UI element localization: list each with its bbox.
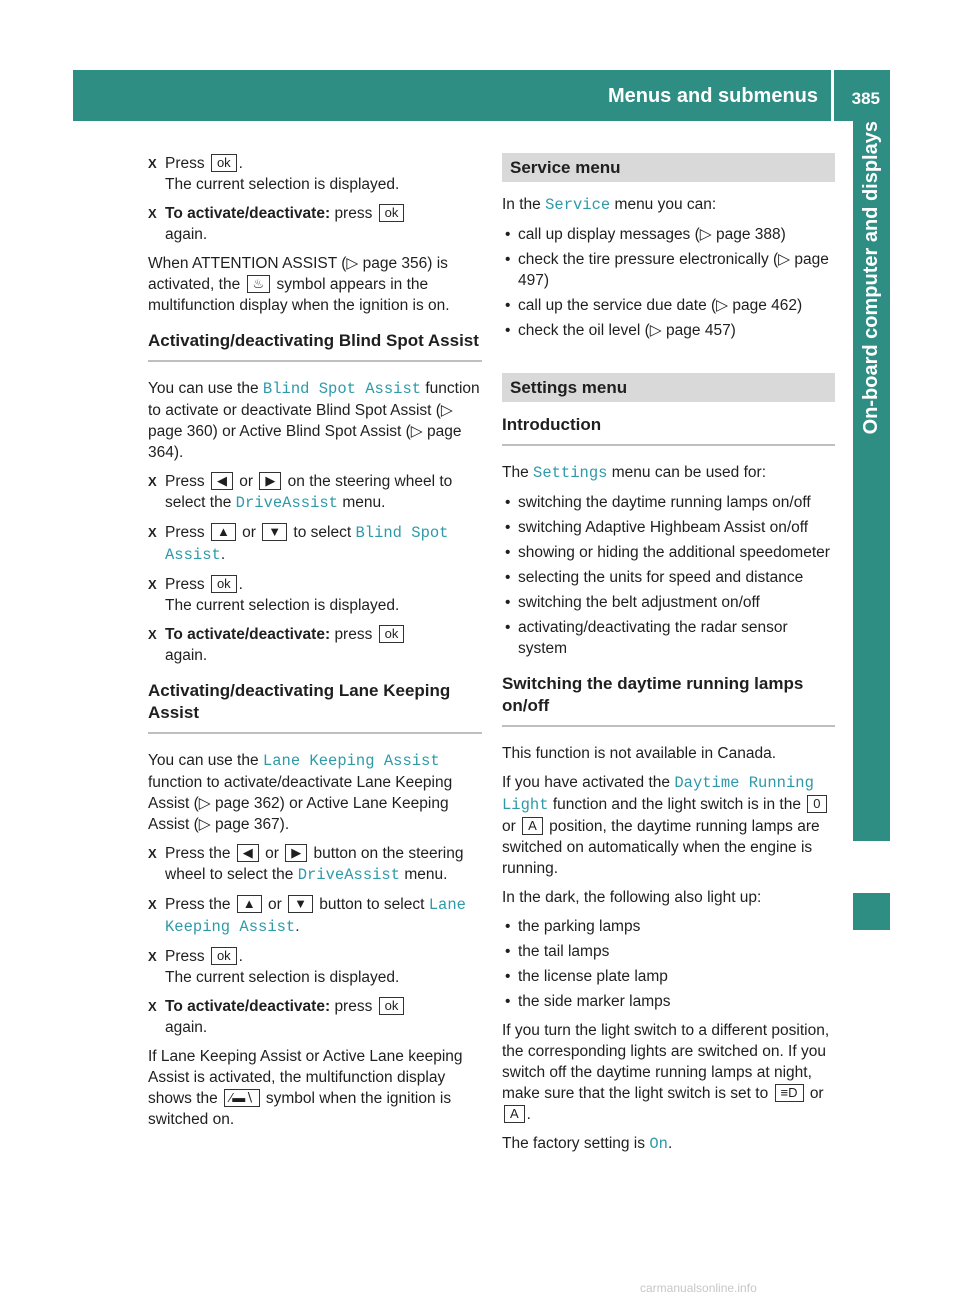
- list-item: • call up display messages (▷ page 388): [502, 224, 835, 245]
- step-activate: X To activate/deactivate: press ok again.: [148, 624, 482, 666]
- ok-button-icon: ok: [379, 997, 405, 1015]
- blind-spot-heading: Activating/deactivating Blind Spot Assist: [148, 330, 482, 362]
- step-press-ok: X Press ok . The current selection is displayed.: [148, 574, 482, 616]
- attention-assist-icon: ♨: [247, 275, 271, 293]
- chapter-tab-label: On-board computer and displays: [860, 121, 882, 435]
- ok-button-icon: ok: [379, 204, 405, 222]
- daytime-lamps-paragraph: If you have activated the Daytime Running Light function and the light switch is in the 0 or A position, the daytime running lamps are switched on automatically when the engine is running.: [502, 772, 835, 879]
- lane-keeping-symbol-paragraph: If Lane Keeping Assist or Active Lane keeping Assist is activated, the multifunction display shows the ⁄⁠▬⁠∖ symbol when the ignition is switched on.: [148, 1048, 463, 1128]
- introduction-heading: Introduction: [502, 414, 835, 446]
- lane-keeping-heading: Activating/deactivating Lane Keeping Assist: [148, 680, 482, 734]
- page-title: Menus and submenus: [607, 85, 818, 107]
- switch-zero-icon: 0: [807, 795, 826, 813]
- switch-auto-icon: A: [522, 817, 543, 835]
- list-item: • selecting the units for speed and distance: [502, 567, 835, 588]
- step-select-lane-keeping: X Press the ▲ or ▼ button to select Lane Keeping Assist.: [148, 894, 482, 938]
- daytime-lamps-heading: Switching the daytime running lamps on/off: [502, 673, 835, 727]
- ok-button-icon: ok: [379, 625, 405, 643]
- step-press-ok: X Press ok . The current selection is displayed.: [148, 153, 482, 195]
- left-arrow-icon: ◀: [237, 844, 259, 862]
- right-arrow-icon: ▶: [259, 472, 281, 490]
- service-list: [502, 224, 835, 341]
- step-select-blind-spot: X Press ▲ or ▼ to select Blind Spot Assist.: [148, 522, 482, 566]
- list-item: • the parking lamps: [502, 916, 835, 937]
- dark-lamps-list: [502, 916, 835, 1012]
- ok-button-icon: ok: [211, 947, 237, 965]
- up-arrow-icon: ▲: [211, 523, 236, 541]
- down-arrow-icon: ▼: [288, 895, 313, 913]
- chapter-marker: [853, 893, 890, 930]
- list-item: • call up the service due date (▷ page 462): [502, 295, 835, 316]
- list-item: • activating/deactivating the radar sensor system: [502, 617, 835, 659]
- switch-auto-icon: A: [504, 1105, 525, 1123]
- left-column: [148, 153, 482, 1138]
- settings-intro: The Settings menu can be used for:: [502, 464, 767, 482]
- down-arrow-icon: ▼: [262, 523, 287, 541]
- list-item: • the side marker lamps: [502, 991, 835, 1012]
- list-item: • the license plate lamp: [502, 966, 835, 987]
- right-column: [502, 153, 835, 1163]
- lane-keeping-intro: You can use the Lane Keeping Assist function to activate/deactivate Lane Keeping Assist (▷ page 362) or Active Lane Keeping Assist (▷ page 367).: [148, 752, 453, 833]
- service-menu-title: Service menu: [502, 153, 835, 182]
- step-activate: X To activate/deactivate: press ok again.: [148, 996, 482, 1038]
- step-select-driveassist: X Press the ◀ or ▶ button on the steering wheel to select the DriveAssist menu.: [148, 843, 482, 886]
- watermark: carmanualsonline.info: [640, 1281, 757, 1295]
- list-item: • the tail lamps: [502, 941, 835, 962]
- factory-setting: The factory setting is On.: [502, 1135, 673, 1153]
- list-item: • switching Adaptive Highbeam Assist on/off: [502, 517, 835, 538]
- chapter-tab: [853, 121, 890, 841]
- header-divider: [831, 70, 834, 121]
- blind-spot-intro: You can use the Blind Spot Assist function to activate or deactivate Blind Spot Assist (▷ page 360) or Active Blind Spot Assist (▷ page 364).: [148, 380, 480, 461]
- attention-paragraph: When ATTENTION ASSIST (▷ page 356) is activated, the ♨ symbol appears in the multifunction display when the ignition is on.: [148, 255, 450, 314]
- list-item: • check the oil level (▷ page 457): [502, 320, 835, 341]
- list-item: • showing or hiding the additional speedometer: [502, 542, 835, 563]
- up-arrow-icon: ▲: [237, 895, 262, 913]
- step-activate: X To activate/deactivate: press ok again.: [148, 203, 482, 245]
- ok-button-icon: ok: [211, 154, 237, 172]
- low-beam-icon: ≡D: [775, 1084, 804, 1102]
- settings-list: [502, 492, 835, 659]
- list-item: • switching the belt adjustment on/off: [502, 592, 835, 613]
- lane-keeping-icon: ⁄⁠▬⁠∖: [224, 1089, 259, 1107]
- list-item: • check the tire pressure electronically (▷ page 497): [502, 249, 835, 291]
- ok-button-icon: ok: [211, 575, 237, 593]
- dark-intro: In the dark, the following also light up:: [502, 889, 762, 906]
- page-number: 385: [851, 89, 880, 108]
- left-arrow-icon: ◀: [211, 472, 233, 490]
- switch-paragraph: If you turn the light switch to a different position, the corresponding lights are switched on. If you switch off the daytime running lamps at night, make sure that the light switch is set to ≡D or A .: [502, 1022, 830, 1123]
- list-item: • switching the daytime running lamps on/off: [502, 492, 835, 513]
- not-canada-note: This function is not available in Canada.: [502, 745, 776, 762]
- step-select-driveassist: X Press ◀ or ▶ on the steering wheel to select the DriveAssist menu.: [148, 471, 482, 514]
- step-press-ok: X Press ok . The current selection is displayed.: [148, 946, 482, 988]
- page-header: [73, 70, 890, 121]
- right-arrow-icon: ▶: [285, 844, 307, 862]
- service-intro: In the Service menu you can:: [502, 196, 717, 214]
- settings-menu-title: Settings menu: [502, 373, 835, 402]
